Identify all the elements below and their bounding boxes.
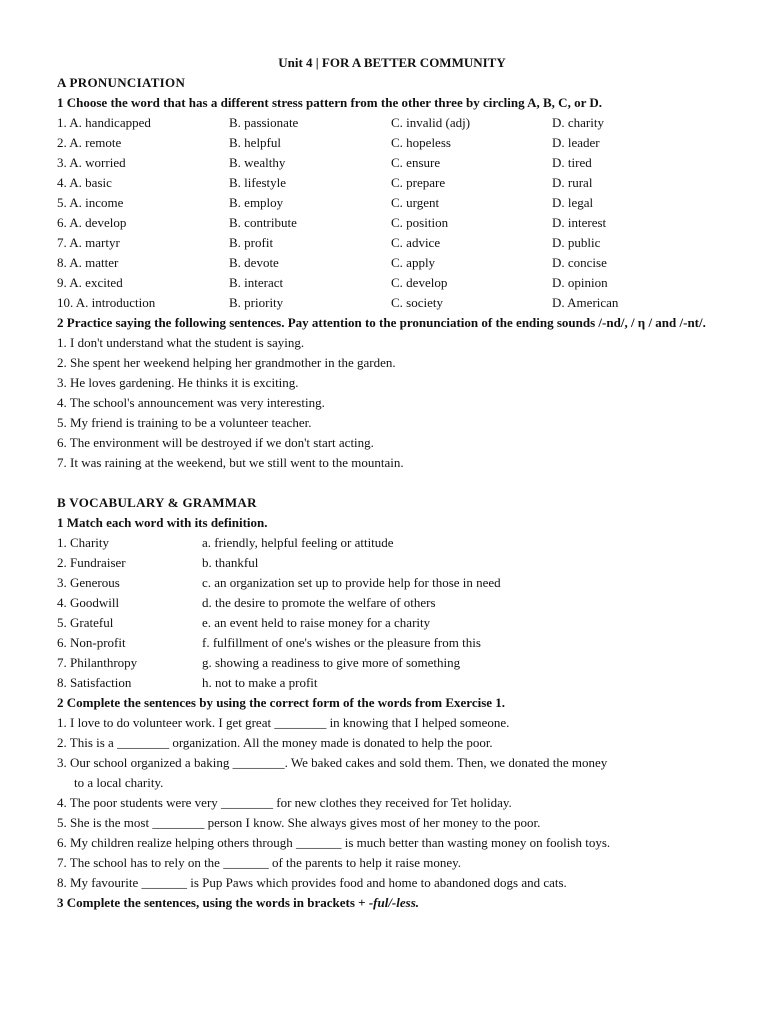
table-row: 3. A. worried B. wealthy C. ensure D. tired [57,155,592,170]
page-title: Unit 4 | FOR A BETTER COMMUNITY [278,55,506,70]
section-b-ex2-instruction: 2 Complete the sentences by using the correct form of the words from Exercise 1. [57,695,506,710]
spacer [57,473,717,493]
list-item: 4. The school's announcement was very interesting. [57,395,325,410]
list-item: 3. He loves gardening. He thinks it is exciting. [57,375,299,390]
table-row: 4. A. basic B. lifestyle C. prepare D. rural [57,175,593,190]
list-item: 5. My friend is training to be a volunteer teacher. [57,415,312,430]
matching-table [57,533,717,693]
table-row: 7. Philanthropy g. showing a readiness to give more of something [57,655,461,670]
table-row: 6. A. develop B. contribute C. position D. interest [57,215,607,230]
table-row: 1. A. handicapped B. passionate C. invalid (adj) D. charity [57,115,604,130]
table-row: 4. Goodwill d. the desire to promote the welfare of others [57,595,436,610]
worksheet-page [57,53,717,913]
ex3-instruction-text: 3 Complete the sentences, using the words in brackets + [57,895,369,910]
table-row: 5. A. income B. employ C. urgent D. legal [57,195,594,210]
table-row: 8. A. matter B. devote C. apply D. concise [57,255,607,270]
table-row: 7. A. martyr B. profit C. advice D. public [57,235,601,250]
table-row: 9. A. excited B. interact C. develop D. opinion [57,275,608,290]
table-row: 1. Charity a. friendly, helpful feeling or attitude [57,535,394,550]
stress-table [57,113,717,313]
list-item-continuation: to a local charity. [74,775,164,790]
section-b-heading: B VOCABULARY & GRAMMAR [57,495,257,510]
table-row: 10. A. introduction B. priority C. society D. American [57,295,619,310]
table-row: 2. A. remote B. helpful C. hopeless D. leader [57,135,600,150]
ex3-suffix: -ful/-less. [368,895,420,910]
list-item: 1. I love to do volunteer work. I get great ________ in knowing that I helped someone. [57,715,510,730]
list-item: 7. The school has to rely on the _______ of the parents to help it raise money. [57,855,461,870]
list-item: 4. The poor students were very ________ for new clothes they received for Tet holiday. [57,795,512,810]
sentence-list [57,333,717,473]
completion-list [57,713,717,893]
list-item: 6. My children realize helping others through _______ is much better than wasting money on foolish toys. [57,835,611,850]
section-b-ex1-instruction: 1 Match each word with its definition. [57,515,268,530]
list-item: 7. It was raining at the weekend, but we still went to the mountain. [57,455,404,470]
section-b-ex3-instruction [57,893,717,913]
list-item: 1. I don't understand what the student is saying. [57,335,305,350]
section-a-heading: A PRONUNCIATION [57,75,186,90]
table-row: 2. Fundraiser b. thankful [57,555,259,570]
list-item: 2. She spent her weekend helping her grandmother in the garden. [57,355,396,370]
section-a-ex2-instruction: 2 Practice saying the following sentences. Pay attention to the pronunciation of the ending sounds /-nd/, / η / and /-nt/. [57,315,706,330]
list-item: 2. This is a ________ organization. All the money made is donated to help the poor. [57,735,493,750]
list-item: 3. Our school organized a baking ________. We baked cakes and sold them. Then, we donated the money [57,755,608,770]
table-row: 8. Satisfaction h. not to make a profit [57,675,318,690]
section-a-ex1-instruction: 1 Choose the word that has a different stress pattern from the other three by circling A, B, C, or D. [57,95,602,110]
table-row: 3. Generous c. an organization set up to provide help for those in need [57,575,501,590]
table-row: 6. Non-profit f. fulfillment of one's wishes or the pleasure from this [57,635,481,650]
table-row: 5. Grateful e. an event held to raise money for a charity [57,615,431,630]
list-item: 6. The environment will be destroyed if we don't start acting. [57,435,374,450]
list-item: 8. My favourite _______ is Pup Paws which provides food and home to abandoned dogs and cats. [57,875,567,890]
list-item: 5. She is the most ________ person I know. She always gives most of her money to the poor. [57,815,541,830]
